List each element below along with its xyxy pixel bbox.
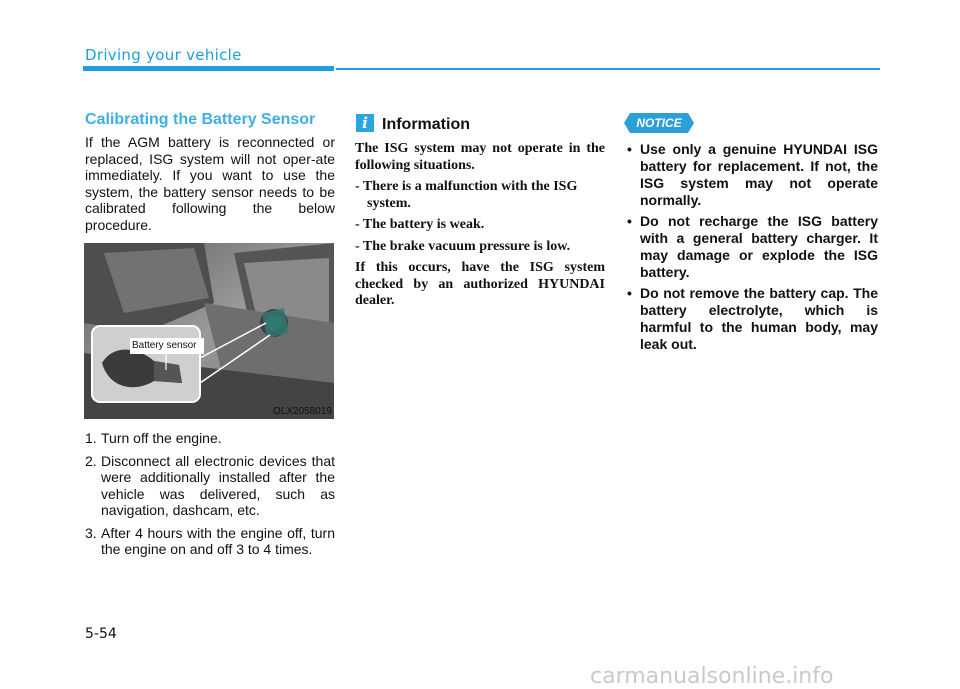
info-paragraph: The ISG system may not operate in the following situations.: [355, 141, 605, 173]
info-heading: Information: [382, 116, 470, 133]
notice-item: [625, 213, 878, 281]
notice-item-text: Do not remove the battery cap. The battery electrolyte, which is harmful to the human body, may leak out.: [640, 285, 878, 352]
watermark: carmanualsonline.info: [590, 664, 834, 689]
engine-bay-photo: [84, 243, 334, 419]
step-text: Disconnect all electronic devices that were additionally installed after the vehicle was delivered, such as navigation, dashcam, etc.: [101, 452, 335, 518]
header-bar-thin: [336, 68, 880, 70]
battery-sensor-callout: Battery sensor: [132, 340, 197, 351]
info-icon: i: [356, 114, 374, 132]
step-number: 1.: [85, 430, 97, 446]
step-item: [85, 525, 335, 558]
notice-item: [625, 285, 878, 353]
intro-paragraph: If the AGM battery is reconnected or replaced, ISG system will not oper-ate immediately. If you want to use the system, the battery sensor needs to be calibrated following the below procedure.: [85, 134, 335, 233]
notice-badge-label: NOTICE: [636, 116, 682, 130]
bullet: •: [627, 213, 632, 229]
notice-item-text: Do not recharge the ISG battery with a general battery charger. It may damage or explode the ISG battery.: [640, 213, 878, 280]
info-dash-item: - The brake vacuum pressure is low.: [355, 238, 571, 254]
step-number: 3.: [85, 524, 97, 541]
info-body: [355, 141, 605, 315]
procedure-steps: [85, 430, 335, 564]
notice-item: [625, 141, 878, 209]
bullet: •: [627, 285, 632, 301]
step-text: Turn off the engine.: [101, 430, 222, 446]
section-heading: Calibrating the Battery Sensor: [85, 111, 316, 128]
page-number: 5-54: [85, 626, 117, 642]
header-bar-thick: [83, 66, 334, 71]
bullet: •: [627, 141, 632, 157]
section-header-title: Driving your vehicle: [85, 46, 242, 64]
info-dash-item: - There is a malfunction with the ISG system.: [355, 179, 578, 211]
info-dash-item: - The battery is weak.: [355, 217, 485, 232]
notice-item-text: Use only a genuine HYUNDAI ISG battery for replacement. If not, the ISG system may not operate normally.: [640, 141, 878, 208]
step-item: [85, 453, 335, 519]
step-number: 2.: [85, 452, 97, 469]
info-paragraph: If this occurs, have the ISG system checked by an authorized HYUNDAI dealer.: [355, 260, 605, 308]
notice-badge: [624, 113, 694, 133]
notice-list: [625, 141, 878, 357]
step-item: [85, 430, 335, 447]
battery-sensor-figure: [84, 243, 334, 419]
step-text: After 4 hours with the engine off, turn the engine on and off 3 to 4 times.: [101, 524, 335, 557]
figure-code: OLX2058019: [273, 406, 332, 417]
